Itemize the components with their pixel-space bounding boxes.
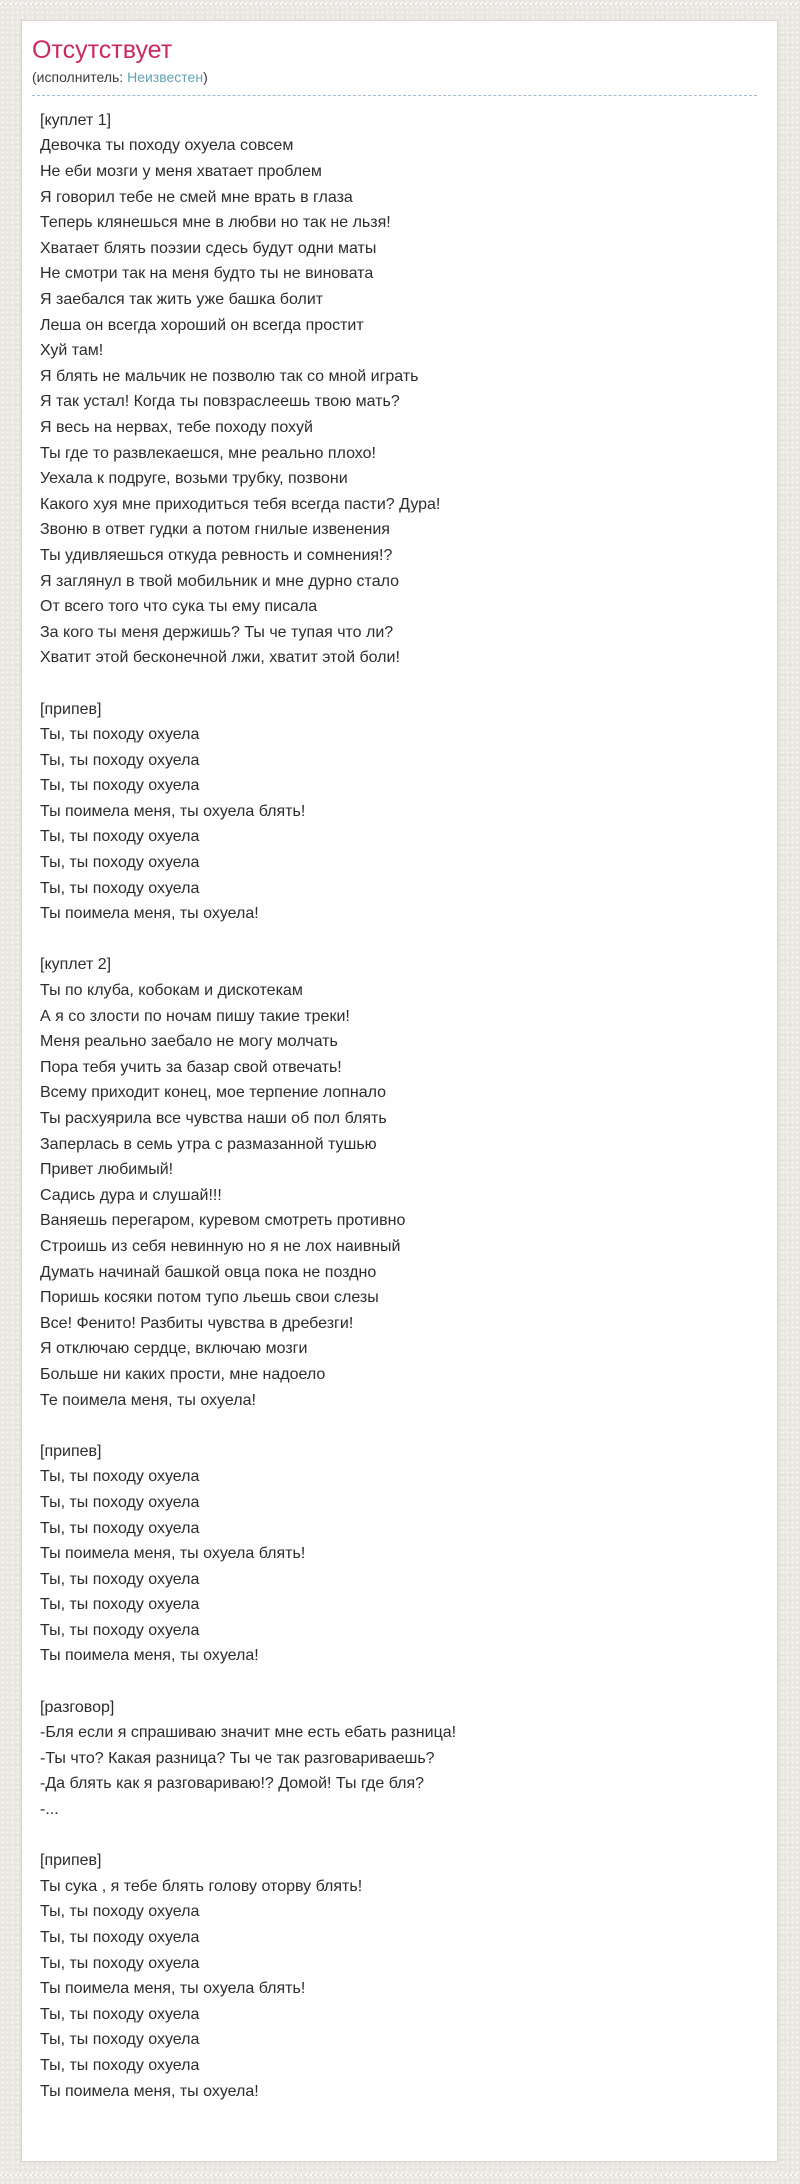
lyrics-line: Хуй там! (40, 342, 104, 360)
lyrics-line: Ты, ты походу охуела (40, 1954, 200, 1972)
lyrics-line: -Бля если я спрашиваю значит мне есть ебать разница! (40, 1724, 457, 1742)
lyrics-line: Ты по клуба, кобокам и дискотекам (40, 982, 303, 1000)
stanza-gap (40, 1669, 757, 1695)
lyrics-line: Не смотри так на меня будто ты не виновата (40, 265, 374, 283)
stanza-label: [припев] (40, 1442, 102, 1460)
lyrics-line: Ты поимела меня, ты охуела! (40, 2082, 259, 2100)
lyrics-line: Ты, ты походу охуела (40, 1929, 200, 1946)
stanza-gap (40, 927, 757, 953)
stanza-label: [припев] (40, 1852, 102, 1870)
lyrics-line: Я весь на нервах, тебе походу похуй (40, 418, 313, 436)
lyrics-line: Теперь клянешься мне в любви но так не льзя! (40, 214, 391, 232)
lyrics-line: Ты, ты походу охуела (40, 2031, 200, 2049)
lyrics-line: А я со злости по ночам пишу такие треки! (40, 1007, 350, 1025)
lyrics-line: Ты расхуярила все чувства наши об пол блять (40, 1110, 387, 1127)
lyrics-line: -... (40, 1801, 59, 1819)
lyrics-line: -Да блять как я разговариваю!? Домой! Ты где бля? (40, 1775, 425, 1793)
lyrics-line: Строишь из себя невинную но я не лох наивный (40, 1237, 401, 1255)
lyrics-line: Ты, ты походу охуела (40, 2005, 200, 2023)
artist-line (32, 68, 757, 88)
stanza-label: [разговор] (40, 1698, 115, 1716)
lyrics-text (32, 96, 757, 2104)
stanza-gap (40, 1823, 757, 1849)
lyrics-line: Я отключаю сердце, включаю мозги (40, 1340, 308, 1358)
stanza-gap (40, 671, 757, 697)
lyrics-line: Ты, ты походу охуела (40, 1596, 200, 1614)
lyrics-line: Хватает блять поэзии сдесь будут одни маты (40, 239, 377, 257)
artist-label-suffix: ) (203, 69, 208, 86)
lyrics-line: От всего того что сука ты ему писала (40, 598, 318, 616)
lyrics-line: Я так устал! Когда ты повзраслеешь твою мать? (40, 393, 400, 411)
lyrics-line: Ты где то развлекаешся, мне реально плохо! (40, 444, 376, 462)
lyrics-line: Ты, ты походу охуела (40, 2056, 200, 2074)
lyrics-line: Ты, ты походу охуела (40, 777, 200, 795)
lyrics-line: Все! Фенито! Разбиты чувства в дребезги! (40, 1314, 354, 1332)
lyrics-card (21, 20, 778, 2162)
lyrics-line: Ты удивляешься откуда ревность и сомнения!? (40, 546, 393, 564)
lyrics-line: Ты, ты походу охуела (40, 1570, 200, 1588)
lyrics-line: Ты, ты походу охуела (40, 828, 200, 846)
lyrics-line: Я заглянул в твой мобильник и мне дурно стало (40, 572, 400, 590)
lyrics-line: Ты поимела меня, ты охуела блять! (40, 1980, 306, 1998)
stanza-label: [припев] (40, 700, 102, 718)
lyrics-line: Садись дура и слушай!!! (40, 1186, 222, 1204)
lyrics-line: Ты, ты походу охуела (40, 879, 200, 897)
lyrics-line: Ты поимела меня, ты охуела! (40, 1647, 259, 1665)
lyrics-line: Привет любимый! (40, 1161, 174, 1179)
lyrics-line: Ты, ты походу охуела (40, 1621, 200, 1639)
lyrics-line: Ты, ты походу охуела (40, 726, 200, 744)
lyrics-line: Я блять не мальчик не позволю так со мной играть (40, 367, 419, 385)
lyrics-line: Поришь косяки потом тупо льешь свои слезы (40, 1289, 379, 1307)
lyrics-line: Всему приходит конец, мое терпение лопнало (40, 1084, 387, 1102)
bottom-dotted-seam (0, 2174, 800, 2176)
lyrics-line: Заперлась в семь утра с размазанной тушью (40, 1135, 377, 1153)
lyrics-line: Ты поимела меня, ты охуела блять! (40, 802, 306, 820)
lyrics-line: Ты поимела меня, ты охуела блять! (40, 1545, 306, 1563)
lyrics-line: Ты поимела меня, ты охуела! (40, 905, 259, 923)
lyrics-line: Ты, ты походу охуела (40, 1519, 200, 1537)
lyrics-line: Ты, ты походу охуела (40, 1493, 200, 1511)
stanza-gap (40, 1413, 757, 1439)
lyrics-line: -Ты что? Какая разница? Ты че так разговариваешь? (40, 1749, 435, 1767)
lyrics-line: Звоню в ответ гудки а потом гнилые извенения (40, 521, 390, 539)
artist-link[interactable]: Неизвестен (127, 69, 204, 86)
stanza-label: [куплет 1] (40, 111, 112, 129)
lyrics-line: Ты, ты походу охуела (40, 1468, 200, 1486)
page-title: Отсутствует (32, 36, 173, 64)
lyrics-line: Ты, ты походу охуела (40, 854, 200, 872)
artist-label-prefix: (исполнитель: (32, 69, 128, 86)
lyrics-line: Больше ни каких прости, мне надоело (40, 1365, 326, 1383)
lyrics-line: Те поимела меня, ты охуела! (40, 1391, 256, 1409)
lyrics-line: Какого хуя мне приходиться тебя всегда пасти? Дура! (40, 495, 441, 513)
lyrics-line: Ты, ты походу охуела (40, 751, 200, 769)
lyrics-line: Девочка ты походу охуела совсем (40, 137, 294, 155)
lyrics-line: Думать начинай башкой овца пока не поздно (40, 1263, 377, 1281)
top-dotted-seam (0, 3, 800, 5)
lyrics-line: Уехала к подруге, возьми трубку, позвони (40, 470, 348, 488)
song-header (32, 21, 757, 96)
lyrics-line: Ты, ты походу охуела (40, 1903, 200, 1921)
lyrics-line: Хватит этой бесконечной лжи, хватит этой боли! (40, 649, 400, 667)
stanza-label: [куплет 2] (40, 956, 112, 974)
lyrics-line: Леша он всегда хороший он всегда простит (40, 316, 364, 334)
lyrics-line: Ты сука , я тебе блять голову оторву блять! (40, 1877, 363, 1895)
lyrics-line: Не еби мозги у меня хватает проблем (40, 163, 322, 181)
lyrics-line: За кого ты меня держишь? Ты че тупая что ли? (40, 623, 394, 641)
lyrics-line: Я заебался так жить уже башка болит (40, 291, 324, 308)
lyrics-line: Ваняешь перегаром, куревом смотреть противно (40, 1212, 406, 1230)
lyrics-line: Меня реально заебало не могу молчать (40, 1033, 338, 1051)
lyrics-line: Я говорил тебе не смей мне врать в глаза (40, 188, 353, 206)
lyrics-line: Пора тебя учить за базар свой отвечать! (40, 1058, 342, 1076)
